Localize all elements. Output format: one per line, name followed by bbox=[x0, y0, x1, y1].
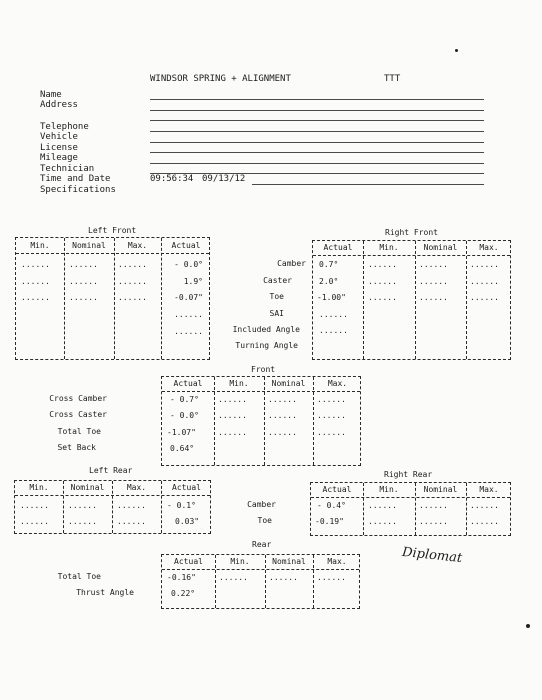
label-camber: Camber bbox=[277, 259, 306, 268]
lf-sai-actual: ...... bbox=[174, 310, 203, 319]
rf-camber-actual: 0.7° bbox=[319, 260, 339, 269]
time-value: 09:56:34 bbox=[150, 174, 194, 184]
rr-toe-min: ...... bbox=[368, 517, 397, 526]
lr-col-min: Min. bbox=[29, 483, 49, 492]
shop-title: WINDSOR SPRING + ALIGNMENT bbox=[150, 74, 291, 84]
rf-col-max: Max. bbox=[479, 243, 499, 252]
fr-cross-camber-max: ...... bbox=[317, 395, 346, 404]
left-front-table bbox=[15, 237, 210, 360]
fr-col-actual: Actual bbox=[173, 379, 203, 388]
rear-thrust-actual: 0.22° bbox=[171, 589, 196, 598]
right-front-title: Right Front bbox=[385, 228, 438, 237]
lf-camber-nominal: ...... bbox=[69, 260, 98, 269]
lf-caster-actual: 1.9° bbox=[183, 277, 203, 286]
lr-toe-nominal: ...... bbox=[68, 517, 97, 526]
rear-col-max: Max. bbox=[327, 557, 347, 566]
lr-col-nominal: Nominal bbox=[70, 483, 105, 492]
label-toe: Toe bbox=[269, 292, 284, 301]
label-cross-caster: Cross Caster bbox=[49, 410, 107, 419]
rf-toe-min: ...... bbox=[368, 293, 397, 302]
fr-col-nominal: Nominal bbox=[271, 379, 306, 388]
lf-caster-max: ...... bbox=[118, 277, 147, 286]
lf-included-actual: ...... bbox=[174, 327, 203, 336]
rf-toe-nominal: ...... bbox=[419, 293, 448, 302]
label-rear-camber: Camber bbox=[247, 500, 276, 509]
rf-caster-max: ...... bbox=[470, 277, 499, 286]
fr-total-toe-min: ...... bbox=[218, 428, 247, 437]
license-line bbox=[150, 152, 484, 153]
rear-total-toe-max: ...... bbox=[317, 573, 346, 582]
label-technician: Technician bbox=[40, 164, 95, 174]
vehicle-line bbox=[150, 142, 484, 143]
label-license: License bbox=[40, 143, 78, 153]
label-set-back: Set Back bbox=[57, 443, 96, 452]
rear-title: Rear bbox=[252, 540, 272, 549]
label-sai: SAI bbox=[269, 309, 284, 318]
lr-toe-min: ...... bbox=[20, 517, 49, 526]
label-telephone: Telephone bbox=[40, 122, 89, 132]
label-rear-toe: Toe bbox=[257, 516, 272, 525]
rr-col-min: Min. bbox=[379, 485, 399, 494]
lf-caster-nominal: ...... bbox=[69, 277, 98, 286]
rr-col-nominal: Nominal bbox=[423, 485, 458, 494]
rear-total-table bbox=[161, 554, 360, 609]
lf-caster-min: ...... bbox=[21, 277, 50, 286]
lf-col-min: Min. bbox=[30, 241, 50, 250]
lf-toe-nominal: ...... bbox=[69, 293, 98, 302]
left-rear-title: Left Rear bbox=[89, 466, 133, 475]
rear-total-toe-min: ...... bbox=[219, 573, 248, 582]
label-cross-camber: Cross Camber bbox=[49, 394, 107, 403]
fr-set-back-actual: 0.64° bbox=[170, 444, 195, 453]
right-rear-table bbox=[310, 482, 511, 536]
header-code: TTT bbox=[384, 74, 401, 84]
label-total-toe-front: Total Toe bbox=[57, 427, 101, 436]
rear-col-min: Min. bbox=[230, 557, 250, 566]
fr-cross-camber-actual: - 0.7° bbox=[170, 395, 199, 404]
lf-col-nominal: Nominal bbox=[72, 241, 106, 250]
technician-line bbox=[150, 173, 484, 174]
fr-col-min: Min. bbox=[229, 379, 249, 388]
rear-col-actual: Actual bbox=[174, 557, 203, 566]
rf-caster-min: ...... bbox=[368, 277, 397, 286]
fr-cross-camber-nominal: ...... bbox=[268, 395, 297, 404]
lr-toe-max: ...... bbox=[117, 517, 146, 526]
lf-camber-max: ...... bbox=[118, 260, 147, 269]
rf-camber-max: ...... bbox=[470, 260, 499, 269]
mileage-line bbox=[150, 163, 484, 164]
lf-camber-actual: - 0.0° bbox=[174, 260, 203, 269]
rf-caster-nominal: ...... bbox=[419, 277, 448, 286]
lr-camber-actual: - 0.1° bbox=[167, 501, 196, 510]
left-front-title: Left Front bbox=[88, 226, 137, 235]
fr-total-toe-nominal: ...... bbox=[268, 428, 297, 437]
lr-col-actual: Actual bbox=[172, 483, 201, 492]
label-caster: Caster bbox=[263, 276, 292, 285]
front-title: Front bbox=[251, 365, 276, 374]
fr-col-max: Max. bbox=[327, 379, 348, 388]
rr-toe-max: ...... bbox=[470, 517, 499, 526]
left-rear-table bbox=[14, 480, 211, 534]
label-time-date: Time and Date bbox=[40, 174, 111, 184]
time-date-line bbox=[252, 184, 484, 185]
handwritten-note: Diplomat bbox=[401, 544, 463, 567]
rear-col-nominal: Nominal bbox=[272, 557, 306, 566]
date-value: 09/13/12 bbox=[202, 174, 246, 184]
fr-cross-caster-max: ...... bbox=[317, 411, 346, 420]
front-cross-table bbox=[161, 376, 361, 466]
label-total-toe-rear: Total Toe bbox=[57, 572, 101, 581]
lf-camber-min: ...... bbox=[21, 260, 50, 269]
lr-camber-nominal: ...... bbox=[68, 501, 97, 510]
rr-col-max: Max. bbox=[479, 485, 499, 494]
rf-camber-min: ...... bbox=[368, 260, 397, 269]
rf-col-min: Min. bbox=[379, 243, 399, 252]
label-turning-angle: Turning Angle bbox=[235, 341, 298, 350]
fr-total-toe-max: ...... bbox=[317, 428, 346, 437]
fr-cross-caster-min: ...... bbox=[218, 411, 247, 420]
lr-camber-max: ...... bbox=[117, 501, 146, 510]
fr-total-toe-actual: -1.07" bbox=[167, 428, 196, 437]
rear-total-toe-actual: -0.16" bbox=[167, 573, 196, 582]
label-address: Address bbox=[40, 100, 78, 110]
rf-camber-nominal: ...... bbox=[419, 260, 448, 269]
rear-total-toe-nominal: ...... bbox=[269, 573, 298, 582]
rr-col-actual: Actual bbox=[322, 485, 352, 494]
scan-speck bbox=[455, 49, 458, 52]
address-line-2 bbox=[150, 120, 484, 121]
rf-toe-actual: -1.00" bbox=[317, 293, 346, 302]
rr-toe-actual: -0.19" bbox=[315, 517, 344, 526]
rr-toe-nominal: ...... bbox=[419, 517, 448, 526]
label-vehicle: Vehicle bbox=[40, 132, 78, 142]
rf-caster-actual: 2.0° bbox=[319, 277, 339, 286]
name-line bbox=[150, 99, 484, 100]
telephone-line bbox=[150, 131, 484, 132]
lr-camber-min: ...... bbox=[20, 501, 49, 510]
label-included-angle: Included Angle bbox=[232, 325, 300, 334]
rr-camber-min: ...... bbox=[368, 501, 397, 510]
rr-camber-actual: - 0.4° bbox=[317, 501, 346, 510]
lf-toe-min: ...... bbox=[21, 293, 50, 302]
lf-col-actual: Actual bbox=[171, 241, 201, 250]
lr-toe-actual: 0.03" bbox=[175, 517, 200, 526]
right-front-table bbox=[312, 240, 511, 360]
rr-camber-nominal: ...... bbox=[419, 501, 448, 510]
label-name: Name bbox=[40, 90, 62, 100]
rf-included-actual: ...... bbox=[319, 326, 348, 335]
label-specifications: Specifications bbox=[40, 185, 116, 195]
lf-col-max: Max. bbox=[127, 241, 148, 250]
lf-toe-max: ...... bbox=[118, 293, 147, 302]
scan-speck bbox=[526, 624, 530, 628]
rf-sai-actual: ...... bbox=[319, 310, 348, 319]
lr-col-max: Max. bbox=[126, 483, 147, 492]
fr-cross-caster-actual: - 0.0° bbox=[170, 411, 199, 420]
lf-toe-actual: -0.07" bbox=[174, 293, 203, 302]
rr-camber-max: ...... bbox=[470, 501, 499, 510]
address-line bbox=[150, 110, 484, 111]
fr-cross-caster-nominal: ...... bbox=[268, 411, 297, 420]
right-rear-title: Right Rear bbox=[384, 470, 433, 479]
fr-cross-camber-min: ...... bbox=[218, 395, 247, 404]
rf-col-actual: Actual bbox=[323, 243, 353, 252]
rf-col-nominal: Nominal bbox=[423, 243, 458, 252]
rf-toe-max: ...... bbox=[470, 293, 499, 302]
label-thrust-angle: Thrust Angle bbox=[76, 588, 134, 597]
label-mileage: Mileage bbox=[40, 153, 78, 163]
